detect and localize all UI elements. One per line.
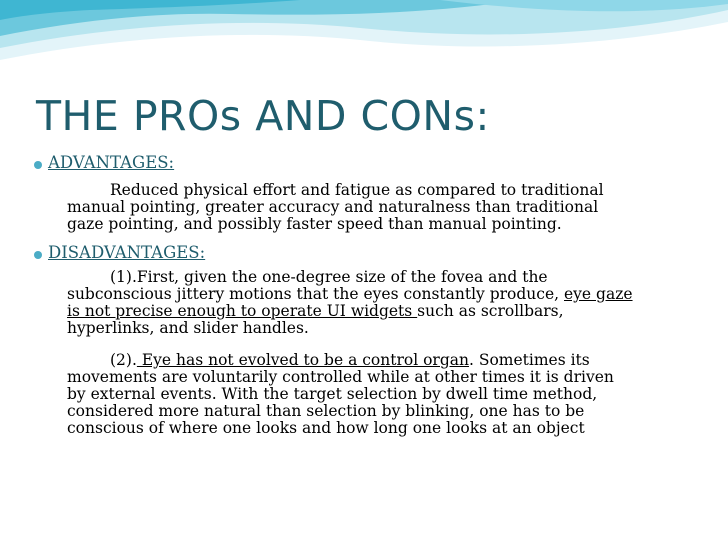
bullet-icon	[34, 161, 42, 169]
disadvantages-point-1	[67, 269, 647, 337]
text-segment: subconscious jittery motions that the eyes constantly produce,	[67, 285, 564, 303]
text-segment: . Sometimes its	[468, 351, 590, 369]
disadvantages-heading: DISADVANTAGES:	[48, 243, 206, 262]
text-line: by external events. With the target selection by dwell time method,	[67, 385, 598, 403]
wave-header-decoration	[0, 0, 728, 80]
text-line: movements are voluntarily controlled while at other times it is driven	[67, 368, 614, 386]
text-segment: such as scrollbars,	[417, 302, 564, 320]
advantages-heading: ADVANTAGES:	[48, 153, 175, 172]
text-line: Reduced physical effort and fatigue as compared to traditional	[110, 181, 604, 199]
advantages-text	[67, 182, 647, 233]
text-line	[67, 352, 647, 369]
text-line: conscious of where one looks and how long one looks at an object	[67, 419, 585, 437]
text-line: (1).First, given the one-degree size of the fovea and the	[110, 268, 548, 286]
text-segment: (2).	[110, 351, 137, 369]
underlined-text: eye gaze	[564, 285, 633, 303]
text-line: manual pointing, greater accuracy and naturalness than traditional	[67, 198, 599, 216]
underlined-text: Eye has not evolved to be a control organ	[136, 351, 469, 369]
text-line	[67, 303, 647, 320]
text-line	[67, 286, 647, 303]
underlined-text: is not precise enough to operate UI widgets	[67, 302, 418, 320]
bullet-icon	[34, 251, 42, 259]
text-line: considered more natural than selection by blinking, one has to be	[67, 402, 585, 420]
slide-title: THE PROs AND CONs:	[36, 92, 490, 140]
disadvantages-point-2	[67, 352, 647, 437]
text-line: gaze pointing, and possibly faster speed than manual pointing.	[67, 215, 562, 233]
text-line: hyperlinks, and slider handles.	[67, 319, 309, 337]
